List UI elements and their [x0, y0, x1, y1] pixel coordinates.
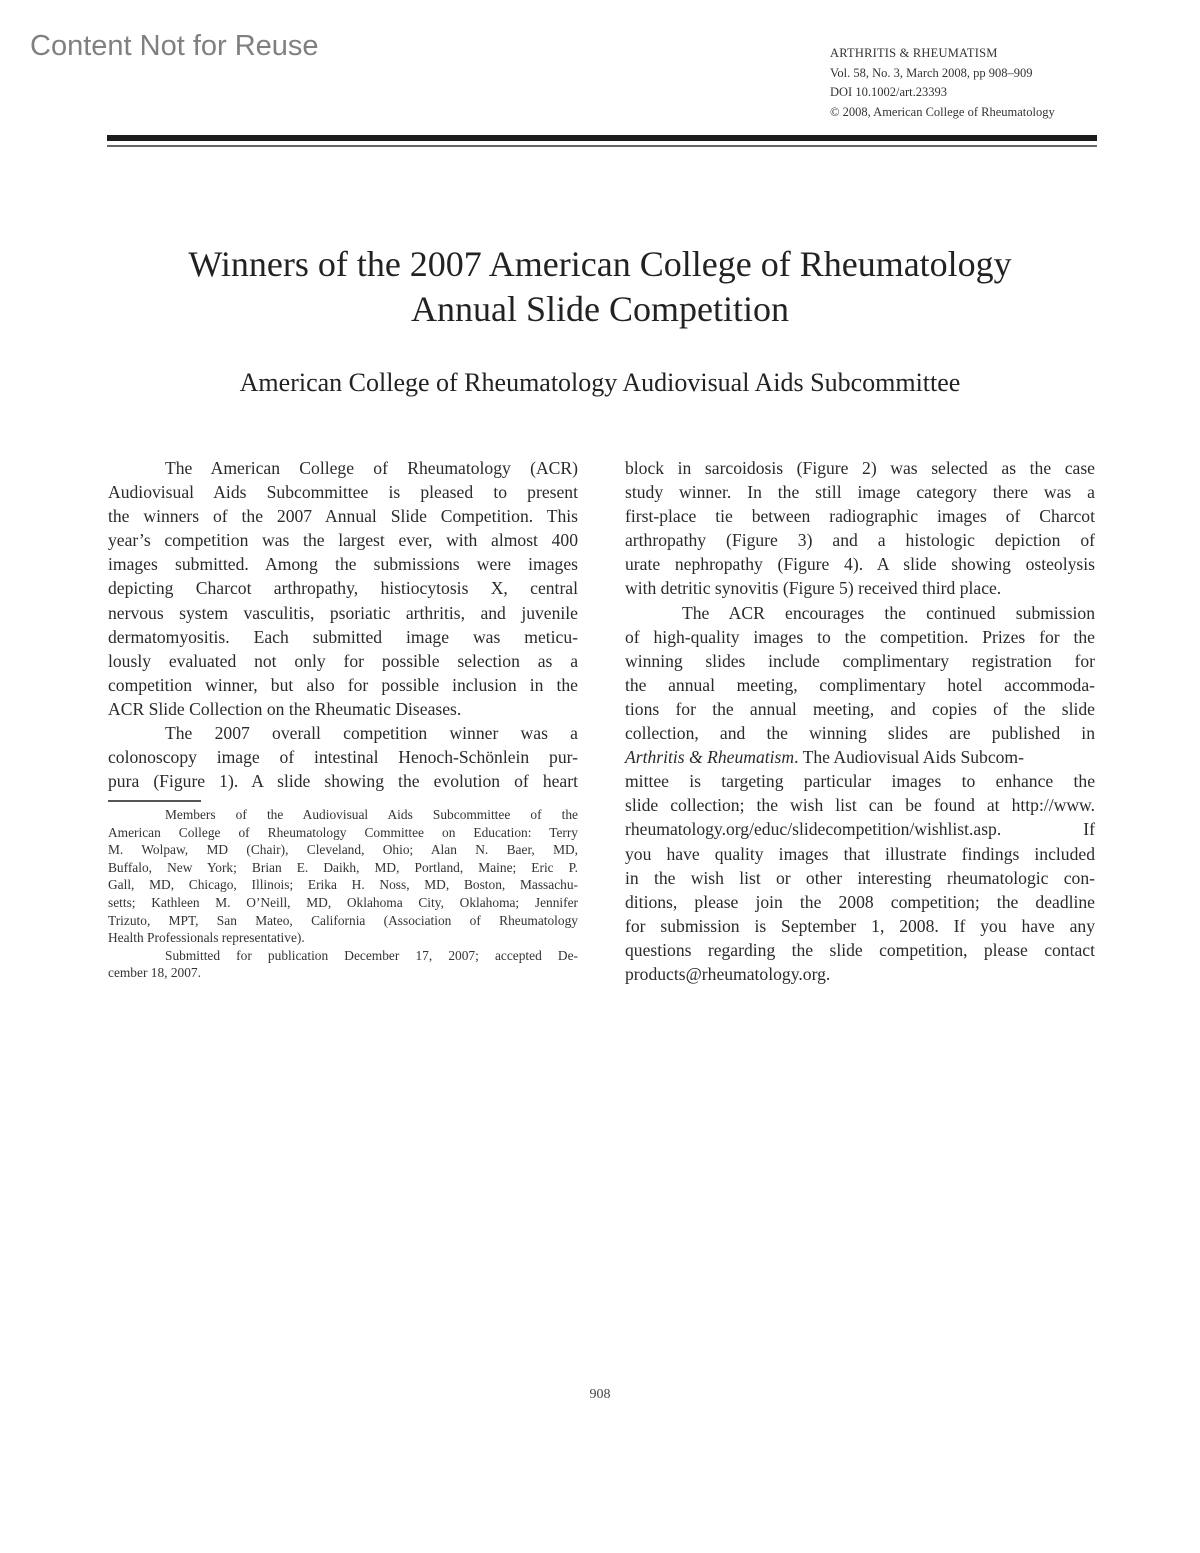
text-line: in the wish list or other interesting rheumatologic con-	[625, 867, 1095, 888]
text-line: depicting Charcot arthropathy, histiocytosis X, central	[108, 578, 578, 599]
text-line: of high-quality images to the competition. Prizes for the	[625, 626, 1095, 647]
article-title	[100, 242, 1100, 332]
title-line: Winners of the 2007 American College of Rheumatology	[188, 244, 1012, 284]
footnote-line: Trizuto, MPT, San Mateo, California (Association of Rheumatology	[108, 912, 578, 928]
text-line: the annual meeting, complimentary hotel accommoda-	[625, 674, 1095, 695]
text-line: questions regarding the slide competition, please contact	[625, 939, 1095, 960]
text-line: mittee is targeting particular images to enhance the	[625, 771, 1095, 792]
text-line: The ACR encourages the continued submission	[682, 602, 1095, 623]
text-line: ditions, please join the 2008 competition; the deadline	[625, 891, 1095, 912]
footnote-line: Buffalo, New York; Brian E. Daikh, MD, Portland, Maine; Eric P.	[108, 859, 578, 875]
journal-name: ARTHRITIS & RHEUMATISM	[830, 46, 998, 60]
text-line: dermatomyositis. Each submitted image was meticu-	[108, 626, 578, 647]
text-line: pura (Figure 1). A slide showing the evolution of heart	[108, 771, 578, 792]
text-line: first-place tie between radiographic images of Charcot	[625, 506, 1095, 527]
article-byline: American College of Rheumatology Audiovisual Aids Subcommittee	[239, 368, 961, 397]
text-line: ACR Slide Collection on the Rheumatic Diseases.	[108, 698, 462, 719]
journal-info	[830, 44, 1055, 122]
footnote	[108, 806, 578, 982]
text-line: you have quality images that illustrate findings included	[625, 843, 1095, 864]
text-line: colonoscopy image of intestinal Henoch-Schönlein pur-	[108, 747, 578, 768]
text-line: collection, and the winning slides are published in	[625, 723, 1095, 744]
text-line: winning slides include complimentary registration for	[625, 650, 1095, 671]
text-line: tions for the annual meeting, and copies of the slide	[625, 698, 1095, 719]
title-line: Annual Slide Competition	[411, 289, 789, 329]
journal-volume: Vol. 58, No. 3, March 2008, pp 908–909	[830, 65, 1033, 80]
footnote-line: Gall, MD, Chicago, Illinois; Erika H. Noss, MD, Boston, Massachu-	[108, 877, 578, 893]
footnote-line: M. Wolpaw, MD (Chair), Cleveland, Ohio; Alan N. Baer, MD,	[108, 842, 578, 858]
text-line: year’s competition was the largest ever, with almost 400	[108, 530, 578, 551]
footnote-line: Members of the Audiovisual Aids Subcommittee of the	[165, 807, 578, 822]
text-line: Audiovisual Aids Subcommittee is pleased to present	[108, 482, 578, 503]
text-line: slide collection; the wish list can be found at http://www.	[625, 795, 1095, 816]
text-line: for submission is September 1, 2008. If you have any	[625, 915, 1095, 936]
footnote-line: setts; Kathleen M. O’Neill, MD, Oklahoma City, Oklahoma; Jennifer	[108, 894, 578, 910]
text-line: nervous system vasculitis, psoriatic arthritis, and juvenile	[108, 602, 578, 623]
footnote-line: cember 18, 2007.	[108, 965, 201, 981]
text-line: block in sarcoidosis (Figure 2) was selected as the case	[625, 458, 1095, 478]
text-fragment: . The Audiovisual Aids Subcom-	[794, 747, 1024, 768]
journal-doi: DOI 10.1002/art.23393	[830, 85, 947, 99]
text-line: the winners of the 2007 Annual Slide Competition. This	[108, 506, 578, 527]
header-rule-thin	[107, 145, 1097, 147]
footnote-line: Submitted for publication December 17, 2007; accepted De-	[165, 947, 578, 963]
page-number: 908	[589, 1387, 611, 1402]
right-column	[625, 456, 1095, 986]
text-line: The American College of Rheumatology (ACR)	[165, 458, 578, 478]
text-line: with detritic synovitis (Figure 5) received third place.	[625, 578, 1002, 599]
text-line: competition winner, but also for possible inclusion in the	[108, 674, 578, 695]
text-line: study winner. In the still image category there was a	[625, 482, 1095, 503]
text-line	[625, 745, 1095, 769]
text-line: The 2007 overall competition winner was a	[165, 723, 578, 744]
footnote-rule	[108, 800, 201, 802]
text-line: images submitted. Among the submissions were images	[108, 554, 578, 575]
text-line: rheumatology.org/educ/slidecompetition/wishlist.asp. If	[625, 819, 1095, 840]
footnote-line: American College of Rheumatology Committee on Education: Terry	[108, 824, 578, 840]
header-rule-thick	[107, 135, 1097, 141]
text-line: lously evaluated not only for possible selection as a	[108, 650, 578, 671]
left-column	[108, 456, 578, 793]
contact-email: products@rheumatology.org.	[625, 963, 831, 984]
journal-title-italic: Arthritis & Rheumatism	[625, 747, 795, 768]
text-line: arthropathy (Figure 3) and a histologic depiction of	[625, 530, 1095, 551]
text-line: urate nephropathy (Figure 4). A slide showing osteolysis	[625, 554, 1095, 575]
journal-copyright: © 2008, American College of Rheumatology	[830, 104, 1055, 119]
watermark: Content Not for Reuse	[30, 30, 319, 62]
footnote-line: Health Professionals representative).	[108, 930, 305, 946]
